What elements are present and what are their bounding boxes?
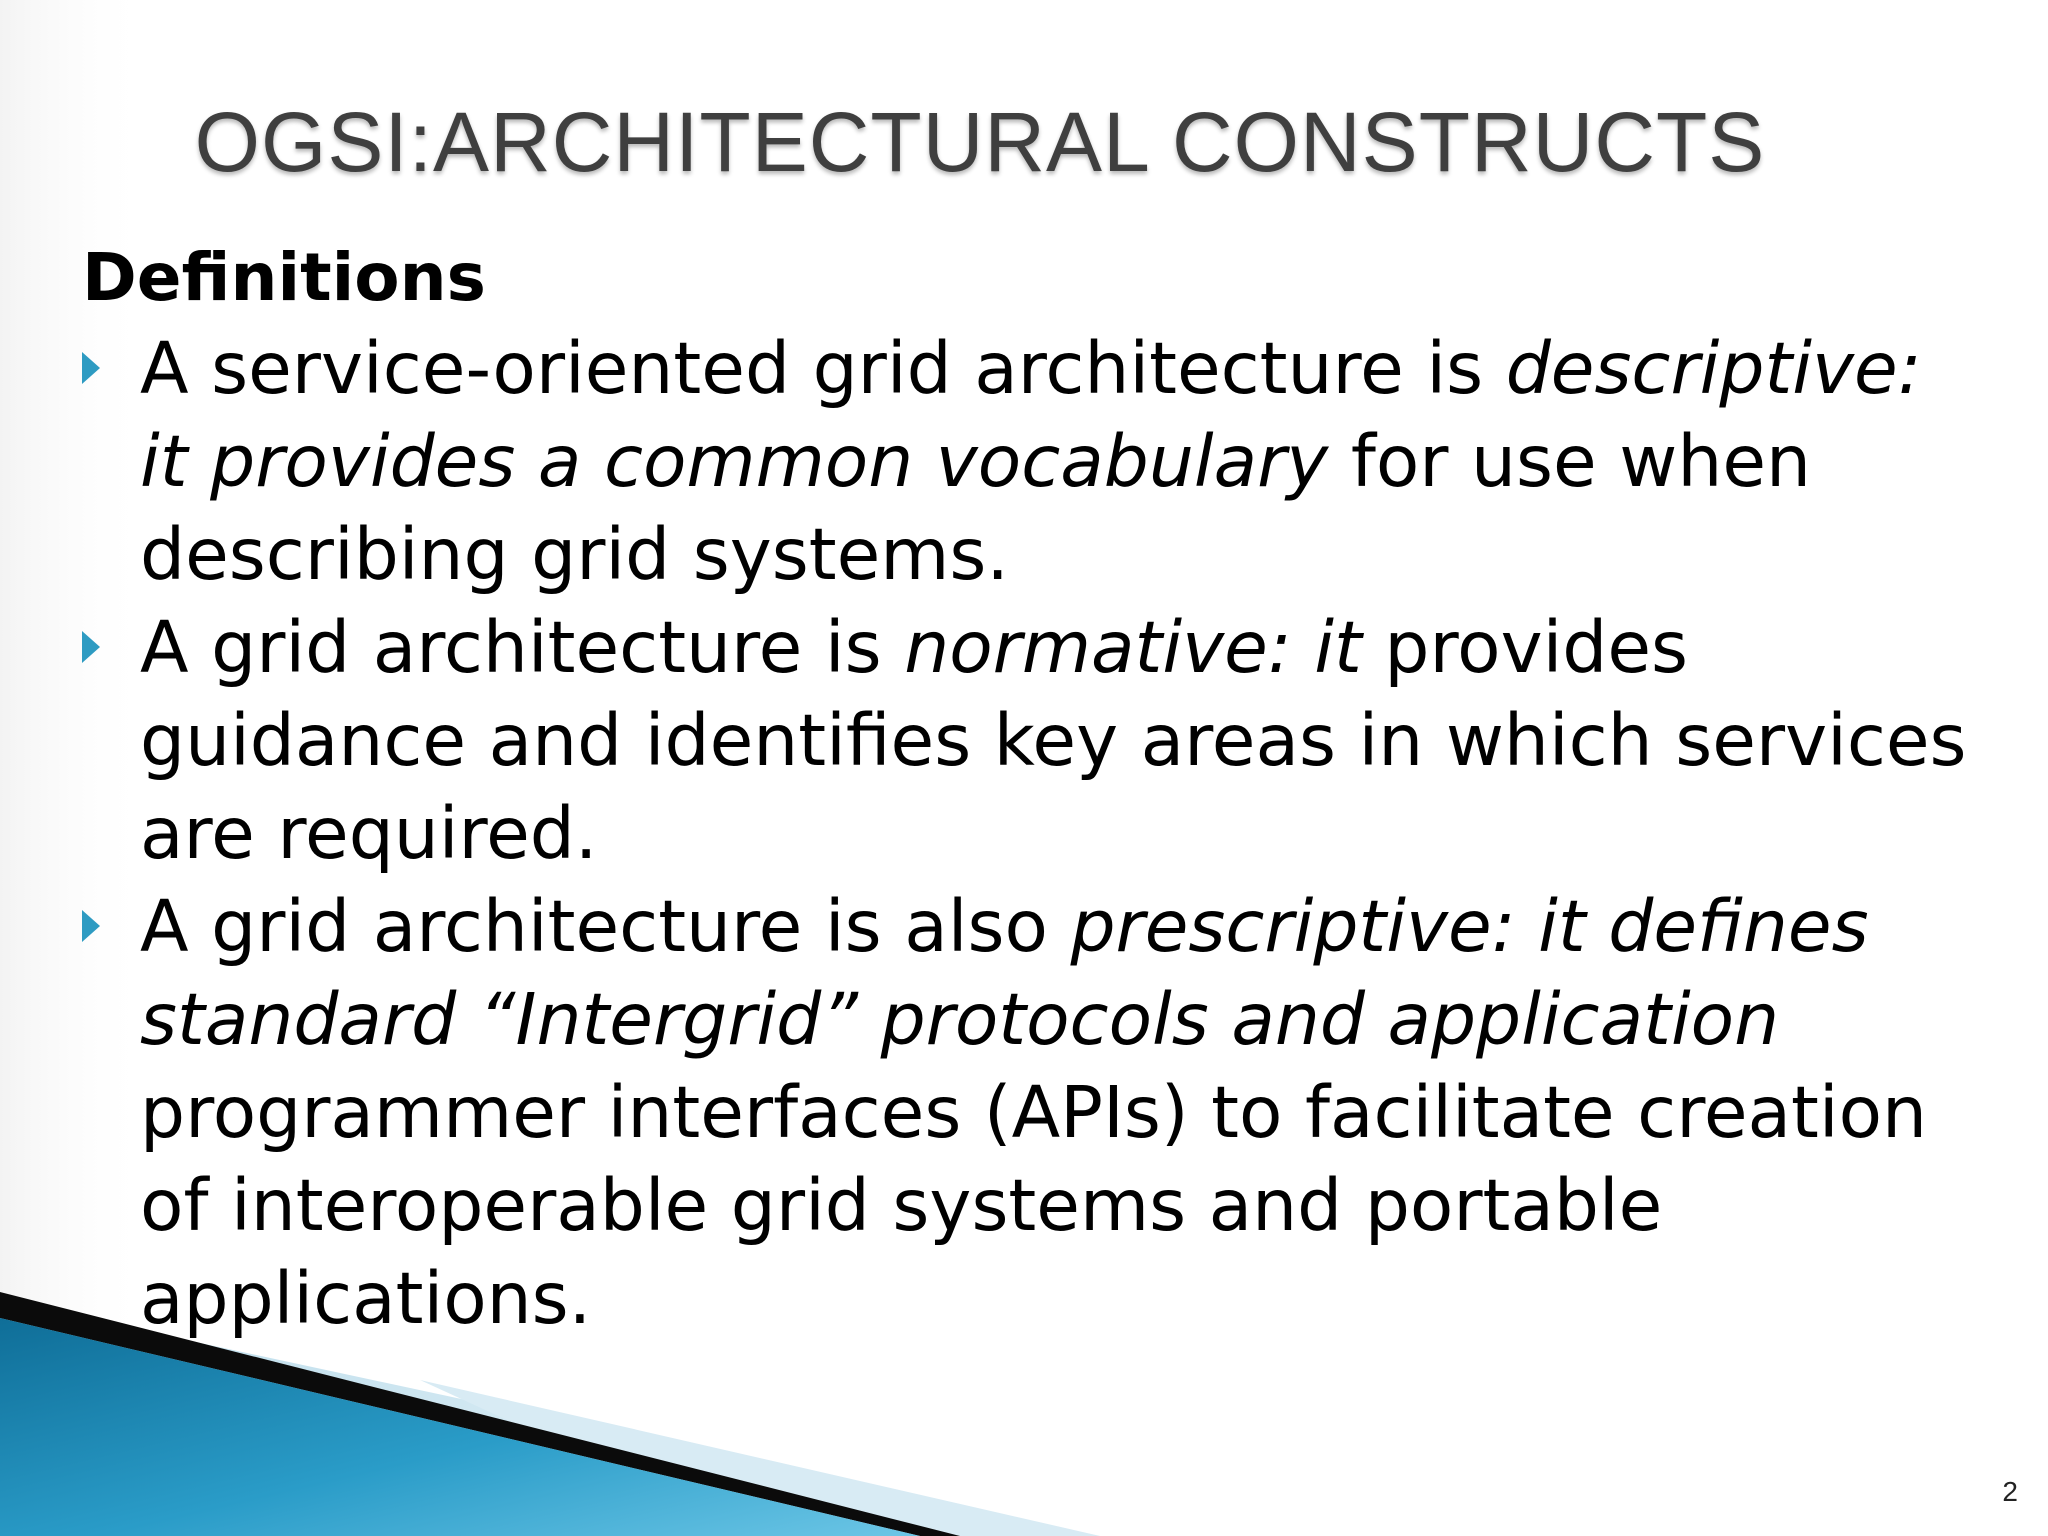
bullet-text: for use when describing grid systems. (140, 420, 1812, 596)
bullet-list (82, 322, 1982, 1345)
bullet-emphasis: prescriptive: it defines standard “Intergrid” protocols and application (140, 885, 1869, 1061)
bullet-text: A grid architecture is (140, 606, 905, 689)
triangle-right-icon (82, 631, 100, 663)
bullet-item (82, 601, 1982, 880)
bullet-emphasis: descriptive: it provides a common vocabulary (140, 327, 1922, 503)
slide-title: OGSI:ARCHITECTURAL CONSTRUCTS (194, 95, 1766, 189)
bullet-text: A service-oriented grid architecture is (140, 327, 1506, 410)
bullet-emphasis: normative: it (904, 606, 1362, 689)
bullet-text: A grid architecture is also (140, 885, 1071, 968)
triangle-right-icon (82, 910, 100, 942)
bullet-item (82, 322, 1982, 601)
bullet-item (82, 880, 1982, 1345)
triangle-right-icon (82, 352, 100, 384)
section-heading: Definitions (82, 239, 486, 316)
page-number: 2 (2002, 1476, 2018, 1507)
bullet-text: programmer interfaces (APIs) to facilitate creation of interoperable grid systems and portable applications. (140, 1071, 1928, 1340)
bullet-text: provides guidance and identifies key areas in which services are required. (140, 606, 1967, 875)
slide-content (82, 234, 1982, 1345)
